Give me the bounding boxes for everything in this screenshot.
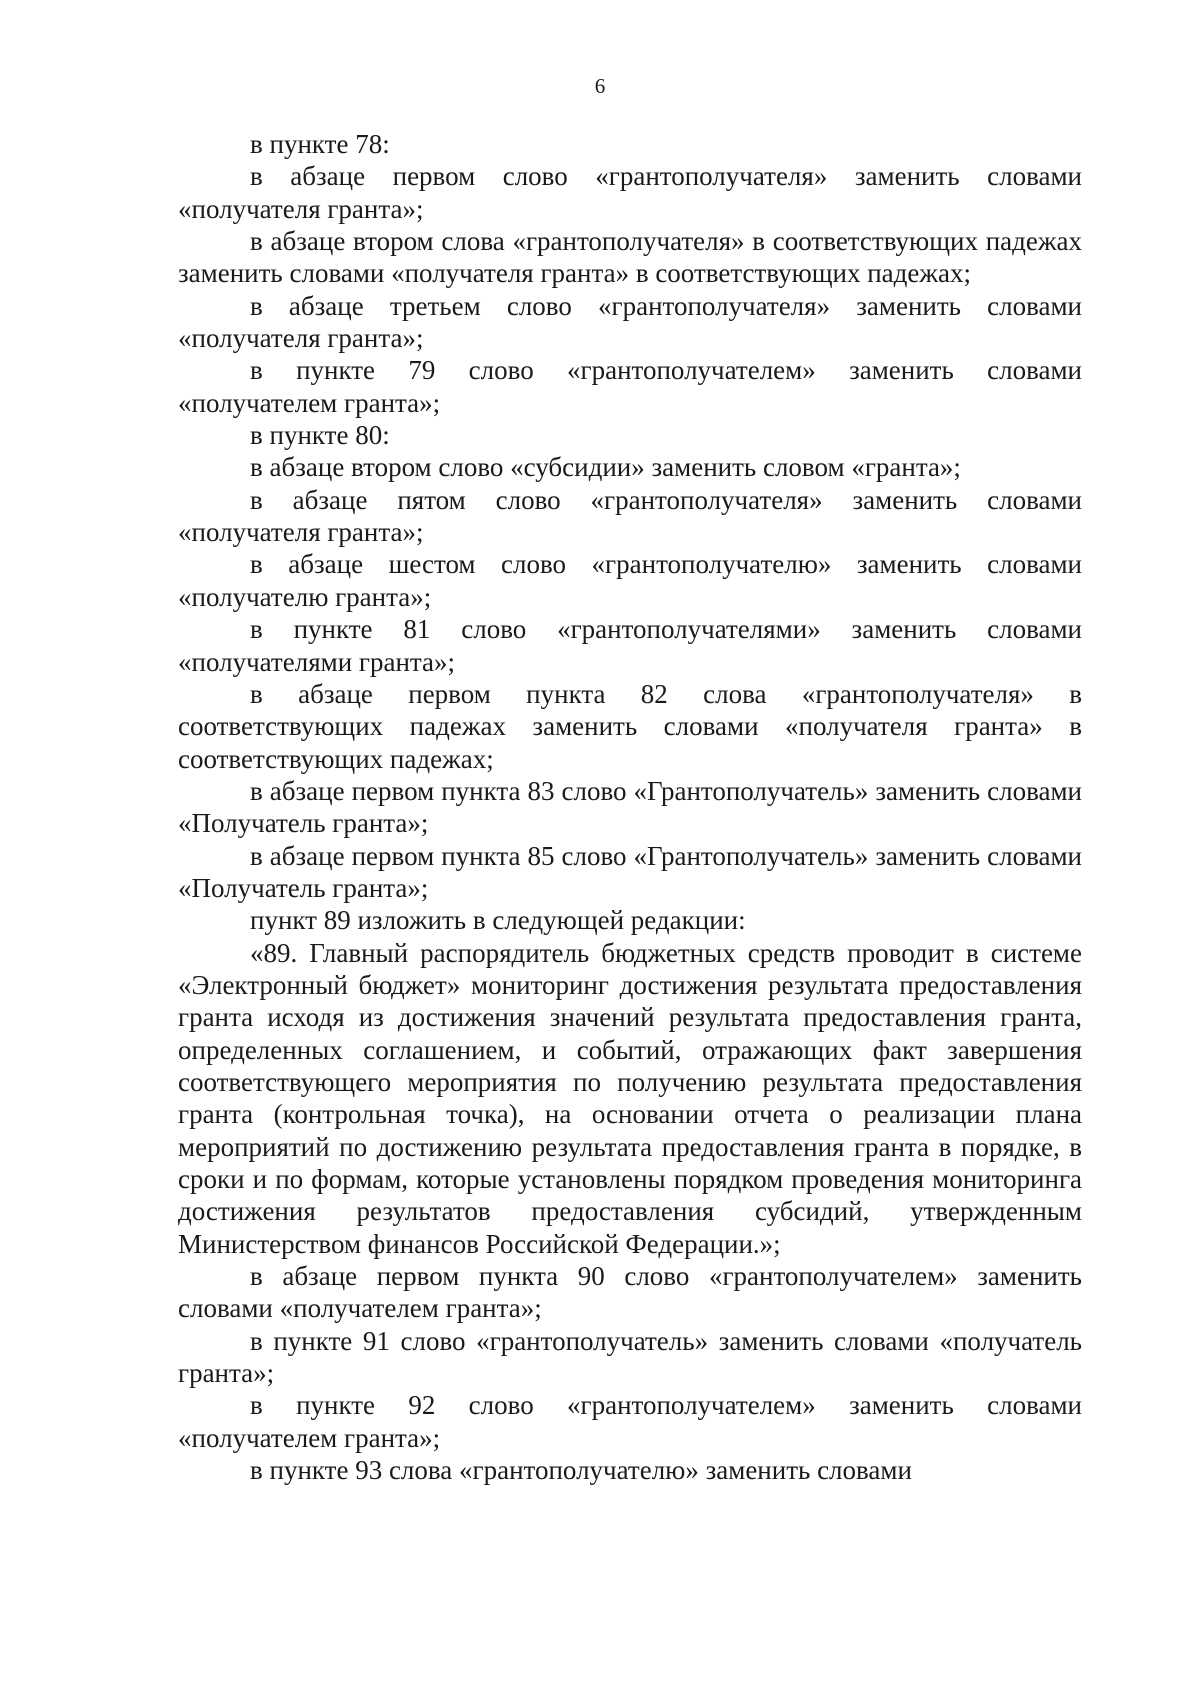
paragraph: в абзаце первом пункта 83 слово «Грантополучатель» заменить словами «Получатель гранта»; (178, 775, 1082, 839)
paragraph: в абзаце первом слово «грантополучателя» заменить словами «получателя гранта»; (178, 161, 1082, 224)
paragraph: в пункте 80: (250, 420, 390, 451)
paragraph: в абзаце первом пункта 90 слово «грантополучателем» заменить словами «получателем гранта»; (178, 1261, 1082, 1324)
paragraph: в пункте 81 слово «грантополучателями» заменить словами «получателями гранта»; (178, 614, 1082, 677)
document-body (178, 128, 1082, 1486)
paragraph: в абзаце первом пункта 82 слова «грантополучателя» в соответствующих падежах заменить словами «получателя гранта» в соответствующих падежах; (178, 678, 1082, 774)
paragraph: в абзаце шестом слово «грантополучателю» заменить словами «получателю гранта»; (178, 549, 1082, 612)
paragraph: в пункте 92 слово «грантополучателем» заменить словами «получателем гранта»; (178, 1390, 1082, 1453)
page-number: 6 (594, 74, 606, 98)
paragraph: в абзаце втором слова «грантополучателя» в соответствующих падежах заменить словами «получателя гранта» в соответствующих падежах; (178, 226, 1082, 289)
paragraph: в абзаце пятом слово «грантополучателя» заменить словами «получателя гранта»; (178, 484, 1082, 548)
paragraph: в абзаце третьем слово «грантополучателя» заменить словами «получателя гранта»; (178, 290, 1082, 354)
paragraph: в пункте 91 слово «грантополучатель» заменить словами «получатель гранта»; (178, 1325, 1082, 1389)
paragraph: в пункте 79 слово «грантополучателем» заменить словами «получателем гранта»; (178, 355, 1082, 418)
paragraph: «89. Главный распорядитель бюджетных средств проводит в системе «Электронный бюджет» мониторинг достижения результата предоставления гранта исходя из достижения значений результата предоставления гранта, определенных соглашением, и событий, отражающих факт завершения соответствующего мероприятия по получению результата предоставления гранта (контрольная точка), на основании отчета о реализации плана мероприятий по достижению результата предоставления гранта в порядке, в сроки и по формам, которые установлены порядком проведения мониторинга достижения результатов предоставления субсидий, утвержденным Министерством финансов Российской Федерации.»; (178, 937, 1082, 1259)
paragraph: пункт 89 изложить в следующей редакции: (250, 905, 746, 936)
paragraph: в абзаце втором слово «субсидии» заменить словом «гранта»; (250, 452, 961, 483)
paragraph: в пункте 93 слова «грантополучателю» заменить словами (250, 1455, 912, 1486)
paragraph: в пункте 78: (250, 129, 390, 159)
paragraph: в абзаце первом пункта 85 слово «Грантополучатель» заменить словами «Получатель гранта»; (178, 840, 1082, 903)
